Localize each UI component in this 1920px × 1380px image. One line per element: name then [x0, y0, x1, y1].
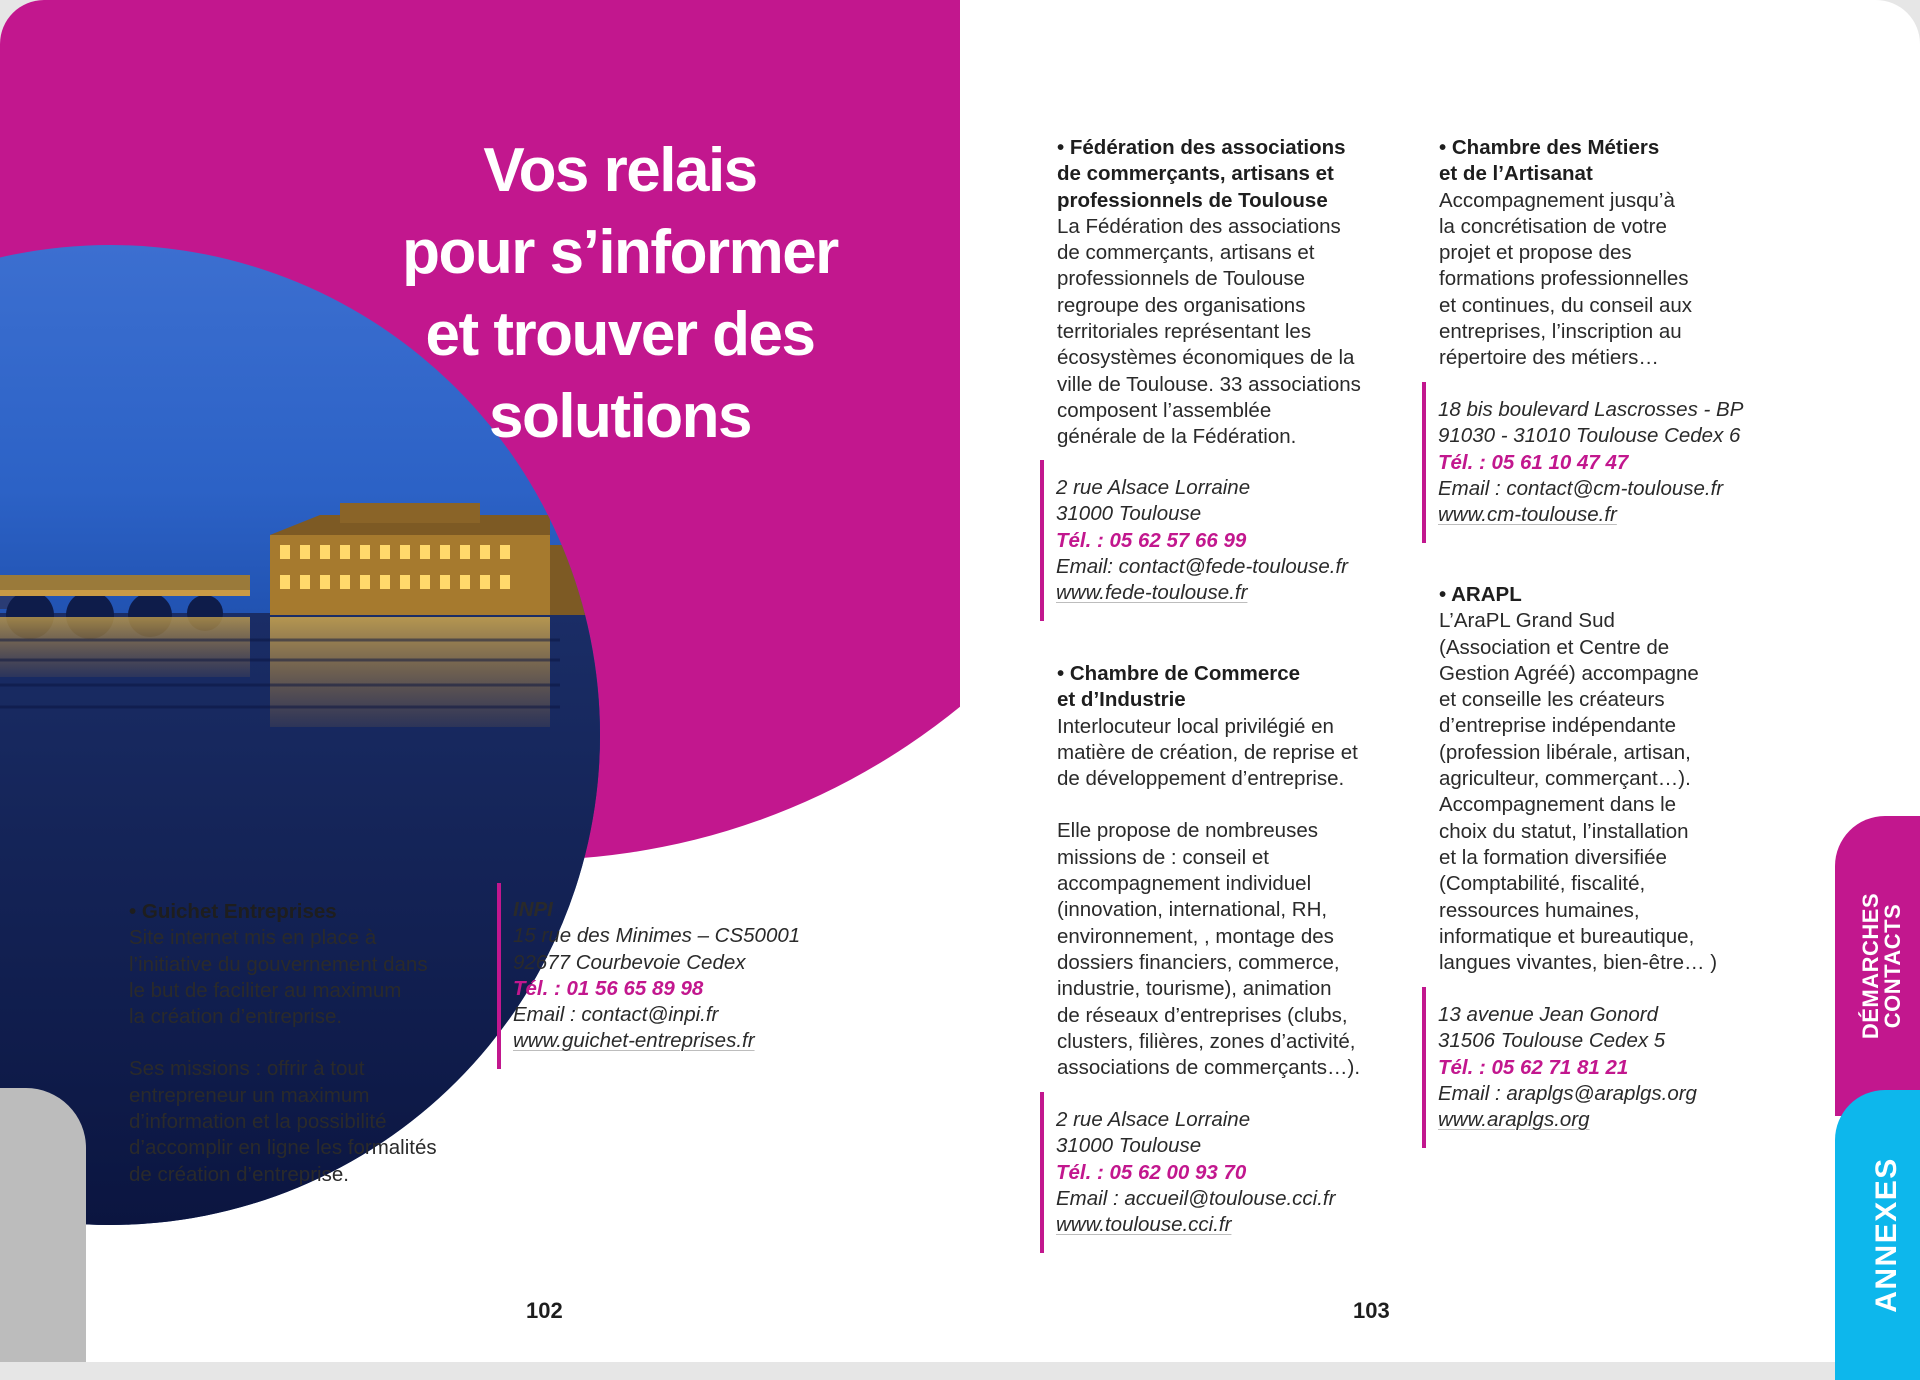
page-103 [960, 0, 1920, 1362]
tab-demarches-contacts[interactable] [1835, 816, 1920, 1116]
tab-annexes-label: ANNEXES [1869, 1157, 1903, 1313]
cma-email[interactable]: Email : contact@cm-toulouse.fr [1438, 476, 1724, 500]
inpi-website-link[interactable]: www.guichet-entreprises.fr [513, 1029, 755, 1053]
federation-phone[interactable]: Tél. : 05 62 57 66 99 [1056, 528, 1247, 552]
cci-body-intro: Interlocuteur local privilégié en matière de création, de reprise et de développement d’entreprise. [1057, 714, 1358, 791]
cci-body-missions: Elle propose de nombreuses missions de : conseil et accompagnement individuel (innovation, international, RH, environnement, , montage des dossiers financiers, commerce, industrie, tourisme), animation de réseaux d’entreprises (clubs, clusters, filières, zones d’activité, associations de commerçants…). [1057, 819, 1361, 1080]
guichet-missions: Ses missions : offrir à tout entrepreneur un maximum d’information et la possibilité d’accomplir en ligne les formalités de création d’entreprise. [129, 1057, 437, 1186]
cci-website-link[interactable]: www.toulouse.cci.fr [1056, 1213, 1232, 1237]
arapl-body: L’AraPL Grand Sud (Association et Centre de Gestion Agréé) accompagne et conseille les créateurs d’entreprise indépendante (profession libérale, artisan, agriculteur, commerçant…). Accompagnement dans le choix du statut, l’installation et la formation diversifiée (Comptabilité, fiscalité, ressources humaines, informatique et bureautique, langues vivantes, bien-être… ) [1439, 609, 1718, 975]
cci-section [1057, 661, 1417, 1081]
inpi-contact: INPI 15 rue des Minimes – CS50001 92677 Courbevoie Cedex Tél. : 01 56 65 89 98 Email : contact@inpi.fr www.guichet-entreprises.fr [497, 883, 800, 1069]
cma-body: Accompagnement jusqu’à la concrétisation de votre projet et propose des formations professionnelles et continues, du conseil aux entreprises, l’inscription au répertoire des métiers… [1439, 188, 1692, 370]
page-number-102: 102 [526, 1298, 563, 1323]
headline-line-4: solutions [488, 382, 752, 451]
guichet-section [129, 899, 489, 1188]
federation-section [1057, 135, 1417, 451]
cma-website-link[interactable]: www.cm-toulouse.fr [1438, 503, 1617, 527]
tab-demarches-label: DÉMARCHES CONTACTS [1858, 892, 1906, 1040]
arapl-phone[interactable]: Tél. : 05 62 71 81 21 [1438, 1055, 1629, 1079]
cci-title: • Chambre de Commerce et d’Industrie [1057, 662, 1301, 712]
cma-contact: 18 bis boulevard Lascrosses - BP 91030 - 31010 Toulouse Cedex 6 Tél. : 05 61 10 47 47 Email : contact@cm-toulouse.fr www.cm-toulouse.fr [1422, 382, 1743, 543]
federation-contact: 2 rue Alsace Lorraine 31000 Toulouse Tél. : 05 62 57 66 99 Email: contact@fede-toulouse.fr www.fede-toulouse.fr [1040, 460, 1348, 621]
headline-line-3: et trouver des [425, 300, 815, 369]
arapl-title: • ARAPL [1439, 583, 1522, 606]
page-number-103: 103 [1353, 1298, 1390, 1323]
federation-title: • Fédération des associations de commerçants, artisans et professionnels de Toulouse [1057, 136, 1346, 212]
cma-title: • Chambre des Métiers et de l’Artisanat [1439, 136, 1660, 186]
page-102 [0, 0, 960, 1362]
cci-phone[interactable]: Tél. : 05 62 00 93 70 [1056, 1160, 1247, 1184]
cma-section [1439, 135, 1759, 372]
headline-line-1: Vos relais [483, 136, 757, 205]
inpi-phone[interactable]: Tél. : 01 56 65 89 98 [513, 976, 704, 1000]
inpi-name: INPI [513, 898, 553, 921]
federation-email[interactable]: Email: contact@fede-toulouse.fr [1056, 554, 1349, 578]
guichet-title: • Guichet Entreprises [129, 900, 337, 923]
federation-body: La Fédération des associations de commerçants, artisans et professionnels de Toulouse regroupe des organisations territoriales représentant les écosystèmes économiques de la ville de Toulouse. 33 associations composent l’assemblée générale de la Fédération. [1057, 214, 1361, 449]
headline-line-2: pour s’informer [402, 218, 838, 287]
arapl-section [1439, 582, 1759, 976]
guichet-intro: Site internet mis en place à l’initiative du gouvernement dans le but de faciliter au maximum la création d’entreprise. [129, 926, 428, 1029]
grey-side-tab [0, 1088, 86, 1362]
inpi-email[interactable]: Email : contact@inpi.fr [513, 1003, 719, 1027]
cci-email[interactable]: Email : accueil@toulouse.cci.fr [1056, 1186, 1336, 1210]
page-headline [360, 130, 880, 458]
cma-phone[interactable]: Tél. : 05 61 10 47 47 [1438, 450, 1629, 474]
federation-website-link[interactable]: www.fede-toulouse.fr [1056, 581, 1248, 605]
tab-annexes[interactable] [1835, 1090, 1920, 1380]
arapl-contact: 13 avenue Jean Gonord 31506 Toulouse Cedex 5 Tél. : 05 62 71 81 21 Email : araplgs@araplgs.org www.araplgs.org [1422, 987, 1697, 1148]
arapl-email[interactable]: Email : araplgs@araplgs.org [1438, 1081, 1697, 1105]
arapl-website-link[interactable]: www.araplgs.org [1438, 1108, 1590, 1132]
cci-contact: 2 rue Alsace Lorraine 31000 Toulouse Tél. : 05 62 00 93 70 Email : accueil@toulouse.cci.fr www.toulouse.cci.fr [1040, 1092, 1335, 1253]
